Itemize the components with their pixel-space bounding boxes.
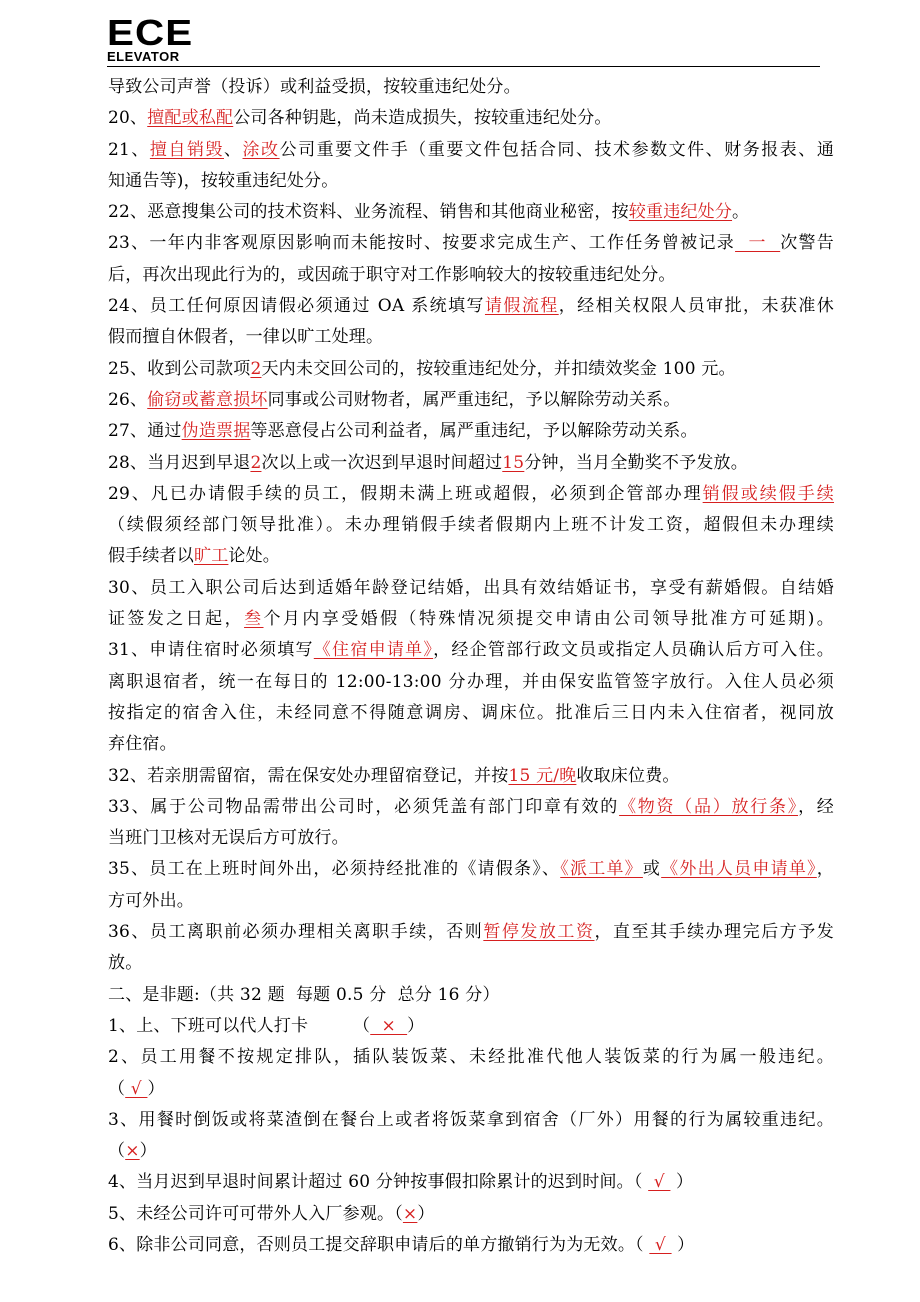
text-line xyxy=(108,917,834,948)
text-line xyxy=(108,1230,834,1261)
text-run: 分钟，当月全勤奖不予发放。 xyxy=(524,452,748,473)
answer-fill: 《住宿申请单》 xyxy=(313,640,434,661)
text-line xyxy=(108,385,834,416)
text-run: 或 xyxy=(642,859,662,880)
answer-fill: 2 xyxy=(250,452,262,473)
text-line xyxy=(108,635,834,666)
answer-fill: √ xyxy=(648,1172,671,1193)
text-line xyxy=(108,604,834,635)
text-line xyxy=(108,479,834,510)
text-run: ） xyxy=(147,1078,165,1099)
text-run: 二、是非题:（共 32 题 每题 0.5 分 总分 16 分） xyxy=(108,984,500,1005)
answer-fill: 15 xyxy=(502,452,525,473)
text-run: 5、未经公司许可可带外人入厂参观。（ xyxy=(108,1203,403,1224)
text-run: ） xyxy=(417,1203,435,1224)
text-run: （ xyxy=(108,1078,126,1099)
text-line xyxy=(108,541,834,572)
answer-fill: 15 元/晚 xyxy=(508,765,577,786)
answer-fill: 《物资（品）放行条》 xyxy=(619,796,799,817)
text-run: 导致公司声誉（投诉）或利益受损，按较重违纪处分。 xyxy=(108,77,521,97)
answer-fill: 擅配或私配 xyxy=(147,108,234,129)
answer-fill: × xyxy=(370,1015,408,1036)
text-run: 1、上、下班可以代人打卡 （ xyxy=(108,1015,371,1036)
text-line xyxy=(108,792,834,823)
logo-mark: ECE xyxy=(107,12,194,53)
text-line xyxy=(108,135,834,166)
text-run: ，经企管部行政文员或指定人员确认后方可入住。 xyxy=(433,640,834,661)
text-line xyxy=(108,980,834,1011)
answer-fill: 偷窃或蓄意损坏 xyxy=(147,389,268,410)
answer-fill: 2 xyxy=(250,358,262,379)
text-run: 20、 xyxy=(108,108,148,129)
text-run: ，经 xyxy=(798,796,835,817)
text-run: 同事或公司财物者，属严重违纪，予以解除劳动关系。 xyxy=(267,389,681,410)
text-line xyxy=(108,260,834,291)
text-line xyxy=(108,1105,834,1136)
text-run: 27、通过 xyxy=(108,421,182,442)
text-run: 32、若亲朋需留宿，需在保安处办理留宿登记，并按 xyxy=(108,765,509,786)
text-run: 25、收到公司款项 xyxy=(108,358,251,379)
text-line xyxy=(108,761,834,792)
text-run: 公司各种钥匙，尚未造成损失，按较重违纪处分。 xyxy=(233,108,612,129)
text-line xyxy=(108,698,834,729)
text-line xyxy=(108,354,834,385)
text-run: ， xyxy=(816,859,834,880)
text-run: 36、员工离职前必须办理相关离职手续，否则 xyxy=(108,922,484,943)
answer-fill: 较重违纪处分 xyxy=(628,202,733,223)
text-line xyxy=(108,1011,834,1042)
text-run: 6、除非公司同意，否则员工提交辞职申请后的单方撤销行为为无效。（ xyxy=(108,1234,650,1255)
text-line xyxy=(108,103,834,134)
text-run: ） xyxy=(139,1141,157,1162)
company-logo xyxy=(107,12,211,64)
header-rule xyxy=(107,66,820,67)
text-line xyxy=(108,573,834,604)
answer-fill: × xyxy=(125,1141,140,1162)
text-run: 论处。 xyxy=(228,546,281,567)
text-line xyxy=(108,1167,834,1198)
text-run: 收取床位费。 xyxy=(576,765,680,786)
text-line xyxy=(108,166,834,197)
text-run: 3、用餐时倒饭或将菜渣倒在餐台上或者将饭菜拿到宿舍（厂外）用餐的行为属较重违纪。 xyxy=(108,1109,834,1130)
text-line xyxy=(108,886,834,917)
answer-fill: 请假流程 xyxy=(484,296,559,317)
text-line xyxy=(108,1074,834,1105)
text-run: 放。 xyxy=(108,953,143,974)
text-run: 证签发之日起， xyxy=(108,609,245,630)
text-run: 等恶意侵占公司利益者，属严重违纪，予以解除劳动关系。 xyxy=(250,421,698,442)
text-run: 个月内享受婚假（特殊情况须提交申请由公司领导批准方可延期)。 xyxy=(263,609,834,630)
text-run: 天内未交回公司的，按较重违纪处分，并扣绩效奖金 100 元。 xyxy=(261,358,736,379)
text-run: ） xyxy=(407,1015,425,1036)
answer-fill: √ xyxy=(125,1078,148,1099)
answer-fill: 旷工 xyxy=(194,546,229,567)
text-line xyxy=(108,510,834,541)
text-run: （续假须经部门领导批准）。未办理销假手续者假期内上班不计发工资，超假但未办理续 xyxy=(108,515,834,536)
text-run: 后，再次出现此行为的，或因疏于职守对工作影响较大的按较重违纪处分。 xyxy=(108,264,676,285)
text-run: 方可外出。 xyxy=(108,890,194,911)
text-run: 弃住宿。 xyxy=(108,734,177,755)
answer-fill: 销假或续假手续 xyxy=(702,483,834,504)
logo-subtitle: ELEVATOR xyxy=(107,49,180,64)
text-run: 假手续者以 xyxy=(108,546,194,567)
answer-fill: 擅自销毁 xyxy=(149,139,224,160)
text-run: ） xyxy=(670,1172,694,1193)
answer-fill: √ xyxy=(649,1234,672,1255)
answer-fill: 涂改 xyxy=(242,139,280,160)
text-run: 23、一年内非客观原因影响而未能按时、按要求完成生产、工作任务曾被记录 xyxy=(108,233,736,254)
text-line xyxy=(108,448,834,479)
text-run: 。 xyxy=(732,202,750,223)
text-run: 22、恶意搜集公司的技术资料、业务流程、销售和其他商业秘密，按 xyxy=(108,202,629,223)
text-run: 26、 xyxy=(108,389,148,410)
text-run: 30、员工入职公司后达到适婚年龄登记结婚，出具有效结婚证书，享受有薪婚假。自结婚 xyxy=(108,577,834,598)
text-run: 知通告等)，按较重违纪处分。 xyxy=(108,170,339,191)
text-line xyxy=(108,72,834,103)
text-line xyxy=(108,322,834,353)
text-line xyxy=(108,416,834,447)
text-run: 28、当月迟到早退 xyxy=(108,452,251,473)
text-line xyxy=(108,948,834,979)
text-run: 按指定的宿舍入住，未经同意不得随意调房、调床位。批准后三日内未入住宿者，视同放 xyxy=(108,702,834,723)
text-line xyxy=(108,1042,834,1073)
text-run: 35、员工在上班时间外出，必须持经批准的《请假条》、 xyxy=(108,859,561,880)
text-run: 离职退宿者，统一在每日的 12:00-13:00 分办理，并由保安监管签字放行。入住人员必须 xyxy=(108,671,834,692)
text-run: 当班门卫核对无误后方可放行。 xyxy=(108,828,349,849)
answer-fill: × xyxy=(402,1203,418,1224)
text-run: 次警告 xyxy=(780,233,834,254)
text-run: 24、员工任何原因请假必须通过 OA 系统填写 xyxy=(108,296,485,317)
text-run: ） xyxy=(671,1234,695,1255)
text-line xyxy=(108,823,834,854)
answer-fill: 一 xyxy=(735,233,781,254)
text-line xyxy=(108,228,834,259)
text-run: 次以上或一次迟到早退时间超过 xyxy=(261,452,503,473)
text-run: 4、当月迟到早退时间累计超过 60 分钟按事假扣除累计的迟到时间。（ xyxy=(108,1172,649,1193)
text-line xyxy=(108,667,834,698)
text-line xyxy=(108,1199,834,1230)
answer-fill: 伪造票据 xyxy=(181,421,251,442)
text-run: 31、申请住宿时必须填写 xyxy=(108,640,314,661)
text-run: 、 xyxy=(224,139,243,160)
text-run: 29、凡已办请假手续的员工，假期未满上班或超假，必须到企管部办理 xyxy=(108,483,703,504)
text-run: 假而擅自休假者，一律以旷工处理。 xyxy=(108,327,384,348)
text-line xyxy=(108,197,834,228)
text-run: 2、员工用餐不按规定排队，插队装饭菜、未经批准代他人装饭菜的行为属一般违纪。 xyxy=(108,1047,834,1068)
text-line xyxy=(108,1136,834,1167)
answer-fill: 《外出人员申请单》 xyxy=(661,859,817,880)
text-run: ，直至其手续办理完后方予发 xyxy=(594,922,834,943)
text-run: 33、属于公司物品需带出公司时，必须凭盖有部门印章有效的 xyxy=(108,796,620,817)
answer-fill: 暂停发放工资 xyxy=(483,922,595,943)
document-body xyxy=(108,72,834,1261)
text-run: ，经相关权限人员审批，未获准休 xyxy=(558,296,834,317)
text-run: 21、 xyxy=(108,139,150,160)
text-run: （ xyxy=(108,1141,126,1162)
text-line xyxy=(108,729,834,760)
text-run: 公司重要文件手（重要文件包括合同、技术参数文件、财务报表、通 xyxy=(279,139,835,160)
answer-fill: 叁 xyxy=(244,609,264,630)
text-line xyxy=(108,854,834,885)
text-line xyxy=(108,291,834,322)
answer-fill: 《派工单》 xyxy=(560,859,643,880)
